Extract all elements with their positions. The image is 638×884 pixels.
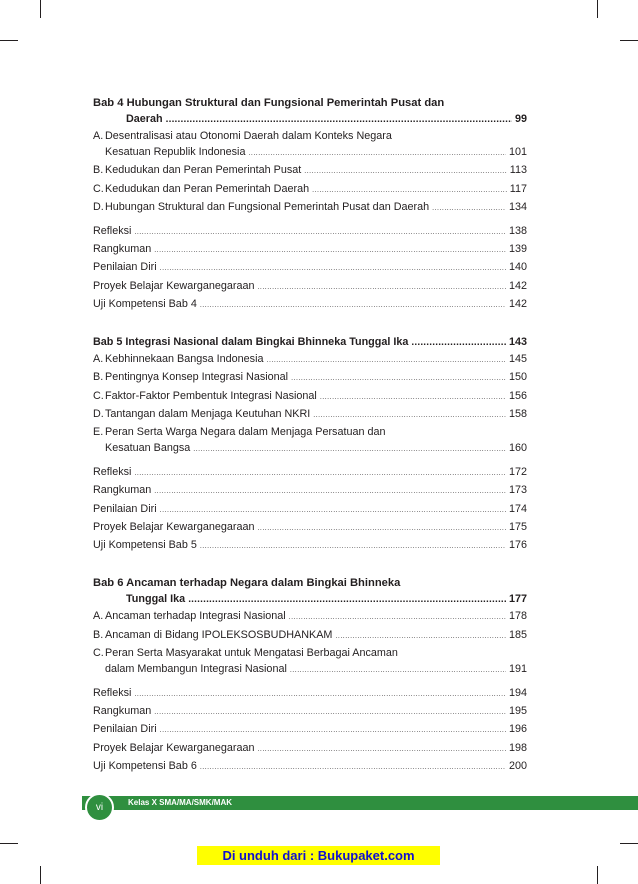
leader-dots: [154, 243, 506, 259]
toc-entry-label: C.Kedudukan dan Peran Pemerintah Daerah: [93, 182, 310, 195]
toc-entry-label: Uji Kompetensi Bab 5: [93, 539, 197, 552]
toc-entry-label: Kesatuan Republik Indonesia: [105, 146, 246, 159]
page-number: 160: [508, 442, 527, 455]
toc-entry-label: Uji Kompetensi Bab 6: [93, 759, 197, 772]
toc-entry[interactable]: [93, 199, 527, 217]
leader-dots: [257, 742, 506, 758]
toc-entry[interactable]: [93, 464, 527, 482]
leader-dots: [313, 408, 506, 424]
toc-entry[interactable]: [93, 406, 527, 424]
page-number: 117: [509, 182, 527, 195]
leader-dots: [432, 201, 506, 217]
toc-entry[interactable]: [93, 241, 527, 259]
toc-entry[interactable]: [93, 388, 527, 406]
toc-entry-label: Refleksi: [93, 687, 132, 700]
toc-entry[interactable]: [93, 162, 527, 180]
page-number: 174: [508, 502, 527, 515]
page-number: 145: [508, 353, 527, 366]
leader-dots: [290, 663, 506, 679]
leader-dots: [160, 723, 506, 739]
leader-dots: [257, 521, 506, 537]
toc-entry-label: B. Pentingnya Konsep Integrasi Nasional: [93, 371, 289, 384]
leader-dots: [154, 484, 506, 500]
page-number: 134: [508, 200, 527, 213]
leader-dots: [166, 112, 512, 128]
leader-dots: [291, 371, 506, 387]
page-number: 142: [508, 279, 527, 292]
toc-entry[interactable]: [93, 758, 527, 776]
toc-entry[interactable]: [93, 501, 527, 519]
leader-dots: [248, 146, 506, 162]
page-number: 194: [508, 687, 527, 700]
toc-entry[interactable]: [93, 685, 527, 703]
chapter-title-cont: Daerah: [126, 113, 163, 125]
download-banner[interactable]: Di unduh dari : Bukupaket.com: [197, 846, 440, 865]
crop-mark: [597, 0, 598, 18]
page-number: 142: [508, 297, 527, 310]
chapter-heading-row[interactable]: [93, 111, 527, 128]
toc-entry-label: Proyek Belajar Kewarganegaraan: [93, 279, 255, 292]
page-number: 150: [508, 371, 527, 384]
page-number-badge: vi: [85, 793, 114, 822]
toc-entry-label: A. Ancaman terhadap Integrasi Nasional: [93, 610, 286, 623]
toc-entry[interactable]: [93, 278, 527, 296]
page-number: 140: [508, 261, 527, 274]
chapter-title-cont: Tunggal Ika: [126, 593, 186, 606]
crop-mark: [0, 40, 18, 41]
toc-entry[interactable]: [93, 721, 527, 739]
toc-entry-label: Kesatuan Bangsa: [105, 442, 191, 455]
toc-entry-label: Refleksi: [93, 225, 132, 238]
toc-entry[interactable]: [93, 482, 527, 500]
toc-entry-label: Proyek Belajar Kewarganegaraan: [93, 741, 255, 754]
toc-entry-label: Penilaian Diri: [93, 723, 157, 736]
chapter-heading: Bab 6 Ancaman terhadap Negara dalam Bingkai Bhinneka: [93, 577, 401, 590]
toc-entry[interactable]: [93, 351, 527, 369]
toc-entry[interactable]: [93, 440, 527, 458]
toc-entry-label: D.Hubungan Struktural dan Fungsional Pemerintah Pusat dan Daerah: [93, 200, 430, 213]
toc-entry[interactable]: [93, 223, 527, 241]
toc-entry[interactable]: [93, 144, 527, 162]
toc-entry[interactable]: [93, 519, 527, 537]
page-number: 196: [508, 723, 527, 736]
leader-dots: [134, 466, 506, 482]
crop-mark: [620, 843, 638, 844]
leader-dots: [304, 164, 507, 180]
page-number: 158: [508, 407, 527, 420]
toc-entry-label: Rangkuman: [93, 705, 152, 718]
chapter-heading: Bab 4 Hubungan Struktural dan Fungsional Pemerintah Pusat dan: [93, 97, 445, 109]
page-number: 113: [509, 164, 527, 177]
page-number: 101: [508, 146, 527, 159]
leader-dots: [200, 539, 506, 555]
leader-dots: [188, 592, 506, 608]
leader-dots: [312, 183, 507, 199]
toc-entry-label: Uji Kompetensi Bab 4: [93, 297, 197, 310]
page-number: 191: [508, 662, 527, 675]
crop-mark: [597, 866, 598, 884]
toc-entry-label: Penilaian Diri: [93, 261, 157, 274]
table-of-contents: [93, 95, 527, 776]
chapter-heading-row[interactable]: [93, 334, 527, 351]
page-number: 185: [508, 628, 527, 641]
toc-entry-label: A. Desentralisasi atau Otonomi Daerah dalam Konteks Negara: [93, 130, 392, 143]
leader-dots: [289, 610, 506, 626]
toc-entry-label: B. Ancaman di Bidang IPOLEKSOSBUDHANKAM: [93, 628, 333, 641]
toc-entry[interactable]: [93, 537, 527, 555]
chapter-heading-row[interactable]: [93, 591, 527, 608]
leader-dots: [193, 442, 506, 458]
toc-entry-label: D.Tantangan dalam Menjaga Keutuhan NKRI: [93, 407, 311, 420]
page-number: 175: [508, 520, 527, 533]
leader-dots: [134, 225, 506, 241]
toc-entry-label: Refleksi: [93, 466, 132, 479]
toc-entry-label: dalam Membangun Integrasi Nasional: [105, 662, 287, 675]
toc-entry-label: A. Kebhinnekaan Bangsa Indonesia: [93, 353, 264, 366]
toc-entry[interactable]: [93, 661, 527, 679]
leader-dots: [134, 687, 506, 703]
toc-entry-label: Penilaian Diri: [93, 502, 157, 515]
page-number: 198: [508, 741, 527, 754]
page-number: 200: [508, 759, 527, 772]
toc-entry-label: Rangkuman: [93, 484, 152, 497]
toc-entry[interactable]: [93, 259, 527, 277]
toc-entry-label: B. Kedudukan dan Peran Pemerintah Pusat: [93, 164, 302, 177]
toc-entry-label: E. Peran Serta Warga Negara dalam Menjaga Persatuan dan: [93, 426, 386, 439]
page-number: 177: [508, 593, 527, 606]
page-number: 139: [508, 243, 527, 256]
leader-dots: [335, 629, 506, 645]
crop-mark: [40, 866, 41, 884]
leader-dots: [320, 390, 506, 406]
leader-dots: [160, 261, 506, 277]
page-number: 172: [508, 466, 527, 479]
page-number: 99: [514, 113, 527, 125]
chapter-title: Bab 5 Integrasi Nasional dalam Bingkai Bhinneka Tunggal Ika: [93, 336, 409, 349]
toc-entry-label: Rangkuman: [93, 243, 152, 256]
toc-entry[interactable]: [93, 740, 527, 758]
leader-dots: [257, 280, 506, 296]
page-number: 195: [508, 705, 527, 718]
page-number: 143: [508, 336, 527, 349]
leader-dots: [154, 705, 506, 721]
toc-entry[interactable]: [93, 608, 527, 626]
leader-dots: [267, 353, 506, 369]
leader-dots: [200, 760, 506, 776]
page-number: 138: [508, 225, 527, 238]
toc-entry[interactable]: [93, 181, 527, 199]
leader-dots: [160, 503, 506, 519]
toc-entry-label: C.Faktor-Faktor Pembentuk Integrasi Nasional: [93, 389, 317, 402]
leader-dots: [200, 298, 506, 314]
toc-entry-label: Proyek Belajar Kewarganegaraan: [93, 520, 255, 533]
page-number: 178: [508, 610, 527, 623]
toc-entry[interactable]: [93, 296, 527, 314]
crop-mark: [40, 0, 41, 18]
page-footer: [0, 793, 638, 821]
toc-entry-label: C.Peran Serta Masyarakat untuk Mengatasi Berbagai Ancaman: [93, 646, 398, 659]
page-number: 156: [508, 389, 527, 402]
crop-mark: [0, 843, 18, 844]
page-number: 173: [508, 484, 527, 497]
footer-book-title: Kelas X SMA/MA/SMK/MAK: [128, 798, 233, 807]
toc-entry[interactable]: [93, 627, 527, 645]
page-number: 176: [508, 539, 527, 552]
toc-entry[interactable]: [93, 703, 527, 721]
leader-dots: [411, 335, 506, 351]
crop-mark: [620, 40, 638, 41]
toc-entry[interactable]: [93, 369, 527, 387]
